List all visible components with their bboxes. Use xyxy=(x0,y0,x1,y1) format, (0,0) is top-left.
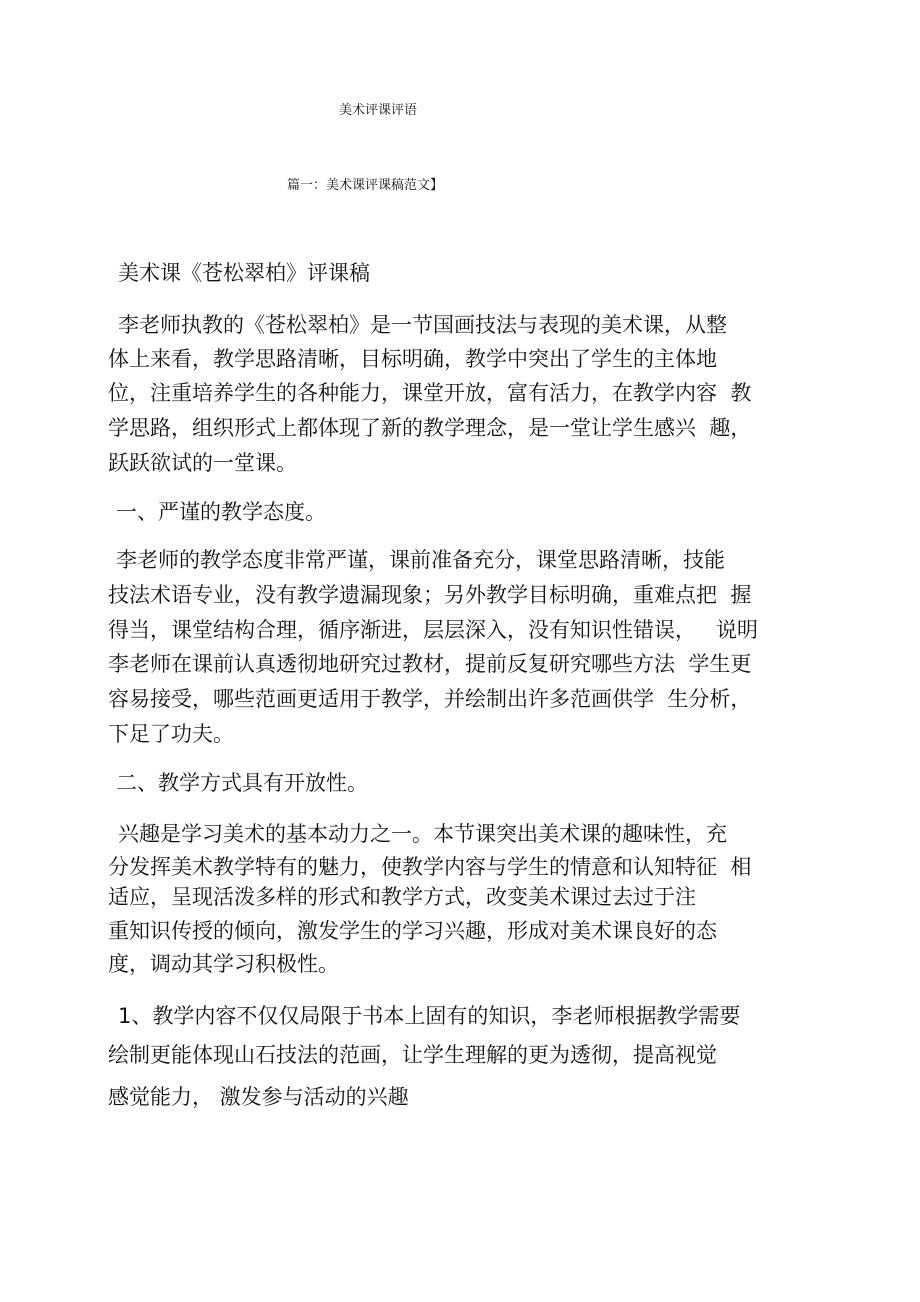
section-heading-2: 二、教学方式具有开放性。 xyxy=(116,771,368,795)
paragraph-line: 李老师执教的《苍松翠柏》是一节国画技法与表现的美术课，从整 xyxy=(118,313,727,337)
paragraph-line: 体上来看，教学思路清晰，目标明确，教学中突出了学生的主体地 xyxy=(108,347,717,371)
paragraph-line: 李老师的教学态度非常严谨，课前准备充分，课堂思路清晰，技能 xyxy=(116,548,725,572)
document-title: 美术评课评语 xyxy=(339,103,418,118)
paragraph-line: 适应，呈现活泼多样的形式和教学方式，改变美术课过去过于注 xyxy=(108,885,696,909)
paragraph-line: 容易接受，哪些范画更适用于教学，并绘制出许多范画供学 生分析， xyxy=(108,687,752,711)
paragraph-line: 度，调动其学习积极性。 xyxy=(108,952,339,976)
document-subtitle: 篇一：美术课评课稿范文】 xyxy=(287,178,444,193)
paragraph-line: 技法术语专业，没有教学遗漏现象；另外教学目标明确，重难点把 握 xyxy=(108,583,752,607)
paragraph-line: 学思路，组织形式上都体现了新的教学理念，是一堂让学生感兴 趣， xyxy=(108,416,752,440)
paragraph-line: 下足了功夫。 xyxy=(108,722,234,746)
paragraph-line: 分发挥美术教学特有的魅力，使教学内容与学生的情意和认知特征 相 xyxy=(108,855,752,879)
paragraph-line: 兴趣是学习美术的基本动力之一。本节课突出美术课的趣味性，充 xyxy=(118,822,727,846)
paragraph-line: 位，注重培养学生的各种能力，课堂开放，富有活力，在教学内容 教 xyxy=(108,381,752,405)
paragraph-line: 李老师在课前认真透彻地研究过教材，提前反复研究哪些方法 学生更 xyxy=(108,652,752,676)
paragraph-line: 跃跃欲试的一堂课。 xyxy=(108,451,297,475)
paragraph-line: 感觉能力， 激发参与活动的兴趣 xyxy=(108,1085,409,1109)
paragraph-line: 重知识传授的倾向，激发学生的学习兴趣，形成对美术课良好的态 xyxy=(108,919,717,943)
article-title: 美术课《苍松翠柏》评课稿 xyxy=(118,261,370,285)
paragraph-line: 得当，课堂结构合理，循序渐进，层层深入，没有知识性错误， 说明 xyxy=(108,618,759,642)
section-heading-1: 一、严谨的教学态度。 xyxy=(116,500,326,524)
paragraph-line: 绘制更能体现山石技法的范画，让学生理解的更为透彻，提高视觉 xyxy=(108,1043,717,1067)
paragraph-line: 1、教学内容不仅仅局限于书本上固有的知识，李老师根据教学需要 xyxy=(118,1004,741,1028)
